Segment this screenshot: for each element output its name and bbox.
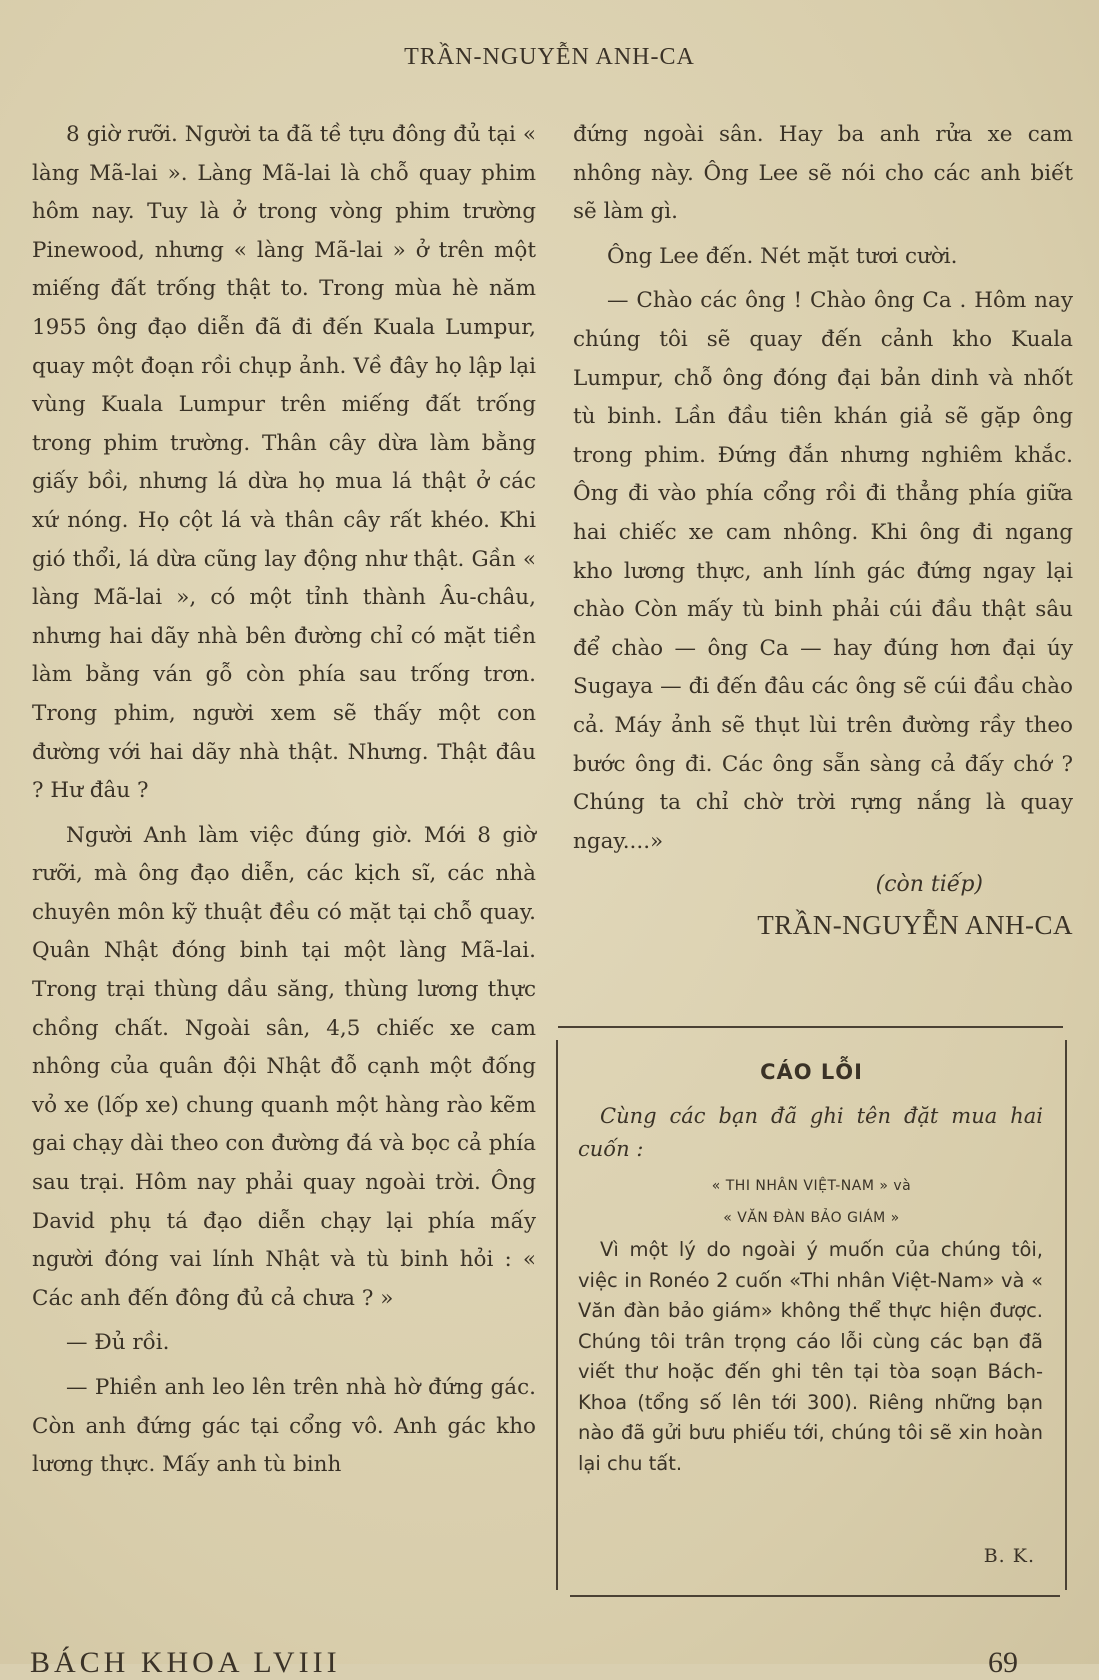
notice-book-title: « VĂN ĐÀN BẢO GIÁM » bbox=[723, 1210, 900, 1226]
paragraph: — Phiền anh leo lên trên nhà hờ đứng gác. Còn anh đứng gác tại cổng vô. Anh gác kho lương thực. Mấy anh tù binh bbox=[32, 1375, 536, 1478]
right-column bbox=[573, 116, 1073, 945]
notice-signature: B. K. bbox=[983, 1545, 1035, 1567]
notice-top-rule bbox=[558, 1026, 1063, 1028]
paragraph: 8 giờ rưỡi. Người ta đã tề tựu đông đủ tại « làng Mã-lai ». Làng Mã-lai là chỗ quay phim hôm nay. Tuy là ở trong vòng phim trường Pinewood, nhưng « làng Mã-lai » ở trên một miếng đất trống thật to. Trong mùa hè năm 1955 ông đạo diễn đã đi đến Kuala Lumpur, quay một đoạn rồi chụp ảnh. Về đây họ lập lại vùng Kuala Lumpur trên miếng đất trống trong phim trường. Thân cây dừa làm bằng giấy bồi, nhưng lá dừa họ mua lá thật ở các xứ nóng. Họ cột lá và thân cây rất khéo. Khi gió thổi, lá dừa cũng lay động như thật. Gần « làng Mã-lai », có một tỉnh thành Âu-châu, nhưng hai dãy nhà bên đường chỉ có mặt tiền làm bằng ván gỗ còn phía sau trống trơn. Trong phim, người xem sẽ thấy một con đường với hai dãy nhà thật. Nhưng. Thật đâu ? Hư đâu ? bbox=[32, 122, 536, 804]
notice-book-title: « THI NHÂN VIỆT-NAM » và bbox=[711, 1178, 912, 1194]
author-signature: TRẦN-NGUYỄN ANH-CA bbox=[757, 910, 1073, 941]
notice-title: CÁO LỖI bbox=[760, 1060, 863, 1084]
notice-bottom-rule bbox=[570, 1595, 1060, 1597]
magazine-issue: BÁCH KHOA LVIII bbox=[30, 1646, 341, 1679]
paragraph: Người Anh làm việc đúng giờ. Mới 8 giờ rưỡi, mà ông đạo diễn, các kịch sĩ, các nhà chuyên môn kỹ thuật đều có mặt tại chỗ quay. Quân Nhật đóng binh tại một làng Mã-lai. Trong trại thùng dầu săng, thùng lương thực chồng chất. Ngoài sân, 4,5 chiếc xe cam nhông của quân đội Nhật đỗ cạnh một đống vỏ xe (lốp xe) chung quanh một hàng rào kẽm gai chạy dài theo con đường đá và bọc cả phía sau trại. Hôm nay phải quay ngoài trời. Ông David phụ tá đạo diễn chạy lại phía mấy người đóng vai lính Nhật và tù binh hỏi : « Các anh đến đông đủ cả chưa ? » bbox=[32, 822, 536, 1311]
left-column bbox=[32, 116, 536, 1491]
paragraph: — Chào các ông ! Chào ông Ca . Hôm nay chúng tôi sẽ quay đến cảnh kho Kuala Lumpur, chỗ ông đóng đại bản dinh và nhốt tù binh. Lần đầu tiên khán giả sẽ gặp ông trong phim. Đứng đắn nhưng nghiêm khắc. Ông đi vào phía cổng rồi đi thẳng phía giữa hai chiếc xe cam nhông. Khi ông đi ngang kho lương thực, anh lính gác đứng ngay lại chào Còn mấy tù binh phải cúi đầu thật sâu để chào — ông Ca — hay đúng hơn đại úy Sugaya — đi đến đâu các ông sẽ cúi đầu chào cả. Máy ảnh sẽ thụt lùi trên đường rầy theo bước ông đi. Các ông sẵn sàng cả đấy chớ ? Chúng ta chỉ chờ trời rựng nắng là quay ngay....» bbox=[573, 288, 1073, 854]
notice-intro: Cùng các bạn đã ghi tên đặt mua hai cuốn : bbox=[578, 1104, 1043, 1161]
notice-box bbox=[556, 1040, 1067, 1590]
paragraph: — Đủ rồi. bbox=[66, 1330, 170, 1356]
continued-note: (còn tiếp) bbox=[875, 872, 983, 898]
notice-body: Vì một lý do ngoài ý muốn của chúng tôi, việc in Ronéo 2 cuốn «Thi nhân Việt-Nam» và « Văn đàn bảo giám» không thể thực hiện được. Chúng tôi trân trọng cáo lỗi cùng các bạn đã viết thư hoặc đến ghi tên tại tòa soạn Bách-Khoa (tổng số lên tới 300). Riêng những bạn nào đã gửi bưu phiếu tới, chúng tôi sẽ xin hoàn lại chu tất. bbox=[578, 1238, 1043, 1475]
running-title: TRẦN-NGUYỄN ANH-CA bbox=[404, 44, 695, 70]
paragraph: Ông Lee đến. Nét mặt tươi cười. bbox=[607, 243, 958, 269]
paragraph: đứng ngoài sân. Hay ba anh rửa xe cam nhông này. Ông Lee sẽ nói cho các anh biết sẽ làm gì. bbox=[573, 122, 1073, 225]
page-number: 69 bbox=[988, 1646, 1018, 1679]
